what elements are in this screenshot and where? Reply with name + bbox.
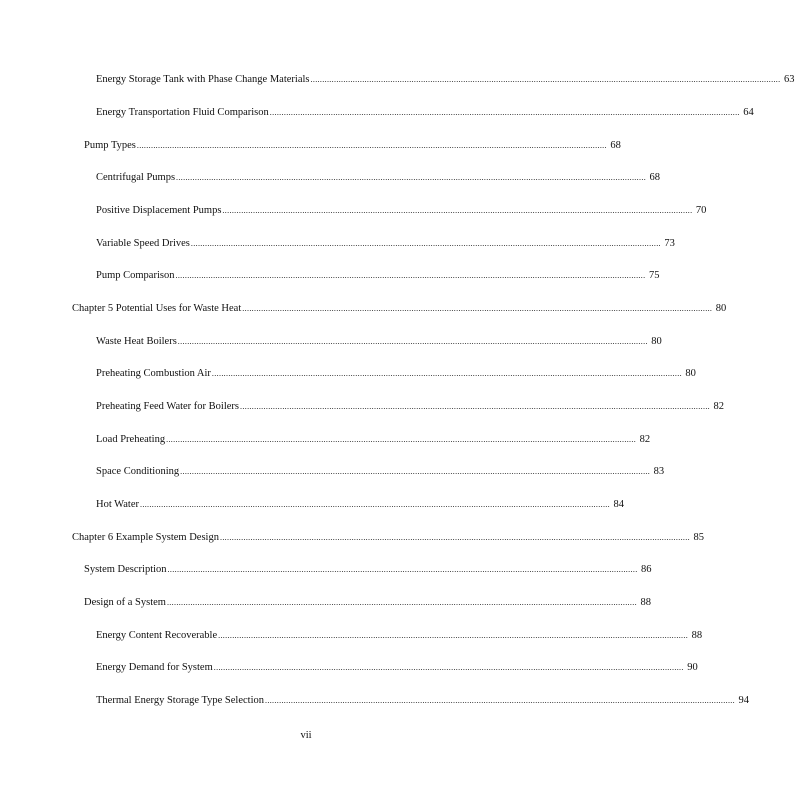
toc-entry-title: Centrifugal Pumps: [96, 172, 176, 183]
toc-entry[interactable]: [96, 629, 703, 643]
toc-entry-title: Energy Storage Tank with Phase Change Materials: [96, 74, 310, 85]
toc-entry-page: 86: [641, 564, 652, 575]
toc-entry[interactable]: [72, 531, 704, 545]
toc-entry-title: Hot Water: [96, 499, 139, 510]
toc-entry[interactable]: [96, 335, 662, 349]
toc-entry[interactable]: [96, 171, 661, 185]
toc-entry[interactable]: [96, 433, 651, 447]
toc-entry-page: 68: [649, 172, 661, 183]
toc-entry-page: 80: [685, 368, 696, 379]
toc-entry-page: 80: [651, 336, 662, 347]
toc-entry-title: Load Preheating: [96, 434, 166, 445]
toc-dot-leader: ........................................................................................................................................................................................................: [176, 173, 647, 182]
toc-entry-title: Variable Speed Drives: [96, 238, 190, 249]
toc-dot-leader: ........................................................................................................................................................................................................: [175, 271, 646, 280]
toc-entry-title: System Description: [84, 564, 167, 575]
toc-entry-page: 94: [738, 695, 749, 706]
toc-dot-leader: ........................................................................................................................................................................................................: [265, 696, 735, 705]
toc-entry-title: Design of a System: [84, 597, 166, 608]
toc-entry[interactable]: [96, 694, 749, 708]
toc-dot-leader: ........................................................................................................................................................................................................: [218, 631, 689, 640]
toc-entry-title: Energy Transportation Fluid Comparison: [96, 107, 269, 118]
toc-entry-page: 90: [687, 662, 698, 673]
toc-entry-page: 75: [648, 270, 660, 281]
toc-entry-title: Energy Demand for System: [96, 662, 213, 673]
toc-dot-leader: ........................................................................................................................................................................................................: [177, 337, 648, 346]
toc-dot-leader: ........................................................................................................................................................................................................: [222, 206, 693, 215]
toc-entry[interactable]: [96, 269, 660, 283]
toc-dot-leader: ........................................................................................................................................................................................................: [140, 500, 610, 509]
toc-entry-title: Thermal Energy Storage Type Selection: [96, 695, 264, 706]
toc-entry-page: 84: [613, 499, 624, 510]
toc-entry-page: 88: [640, 597, 651, 608]
toc-entry-title: Preheating Feed Water for Boilers: [96, 401, 240, 412]
toc-entry[interactable]: [84, 563, 652, 577]
toc-dot-leader: ........................................................................................................................................................................................................: [242, 304, 713, 313]
toc-entry-page: 68: [610, 140, 621, 151]
toc-entry[interactable]: [72, 302, 727, 316]
toc-entry-title: Energy Content Recoverable: [96, 630, 218, 641]
toc-dot-leader: ........................................................................................................................................................................................................: [219, 533, 690, 542]
toc-entry-page: 88: [691, 630, 703, 641]
toc-dot-leader: ........................................................................................................................................................................................................: [180, 467, 651, 476]
toc-entry-title: Space Conditioning: [96, 466, 180, 477]
toc-entry-title: Preheating Combustion Air: [96, 368, 211, 379]
toc-entry[interactable]: [96, 661, 698, 675]
toc-dot-leader: ........................................................................................................................................................................................................: [167, 565, 638, 574]
toc-entry-page: 85: [693, 532, 704, 543]
toc-entry[interactable]: [96, 400, 725, 414]
toc-entry-page: 82: [713, 401, 725, 412]
toc-entry[interactable]: [96, 73, 795, 87]
toc-entry-title: Waste Heat Boilers: [96, 336, 177, 347]
toc-entry-title: Pump Comparison: [96, 270, 175, 281]
toc-entry[interactable]: [96, 106, 754, 120]
toc-entry[interactable]: [96, 237, 675, 251]
toc-entry[interactable]: [84, 139, 621, 153]
page-number: vii: [300, 730, 312, 741]
toc-dot-leader: ........................................................................................................................................................................................................: [240, 402, 711, 411]
toc-entry-title: Chapter 5 Potential Uses for Waste Heat: [72, 303, 242, 314]
toc-dot-leader: ........................................................................................................................................................................................................: [269, 108, 740, 117]
toc-dot-leader: ........................................................................................................................................................................................................: [190, 239, 661, 248]
toc-dot-leader: ........................................................................................................................................................................................................: [213, 663, 684, 672]
toc-entry[interactable]: [96, 204, 707, 218]
toc-entry-page: 80: [715, 303, 727, 314]
toc-dot-leader: ........................................................................................................................................................................................................: [166, 435, 637, 444]
toc-entry-page: 82: [639, 434, 651, 445]
toc-dot-leader: ........................................................................................................................................................................................................: [136, 141, 607, 150]
toc-entry-page: 64: [743, 107, 754, 118]
toc-entry-title: Pump Types: [84, 140, 136, 151]
toc-entry[interactable]: [84, 596, 651, 610]
toc-entry-title: Chapter 6 Example System Design: [72, 532, 219, 543]
toc-entry[interactable]: [96, 498, 624, 512]
toc-entry-page: 83: [653, 466, 665, 477]
toc-entry-page: 63: [784, 74, 795, 85]
toc-entry-page: 70: [695, 205, 707, 216]
toc-dot-leader: ........................................................................................................................................................................................................: [211, 369, 682, 378]
toc-dot-leader: ........................................................................................................................................................................................................: [166, 598, 637, 607]
toc-entry-title: Positive Displacement Pumps: [96, 205, 222, 216]
toc-entry-page: 73: [664, 238, 675, 249]
toc-entry[interactable]: [96, 465, 665, 479]
toc-dot-leader: ........................................................................................................................................................................................................: [310, 75, 781, 84]
toc-entry[interactable]: [96, 367, 696, 381]
